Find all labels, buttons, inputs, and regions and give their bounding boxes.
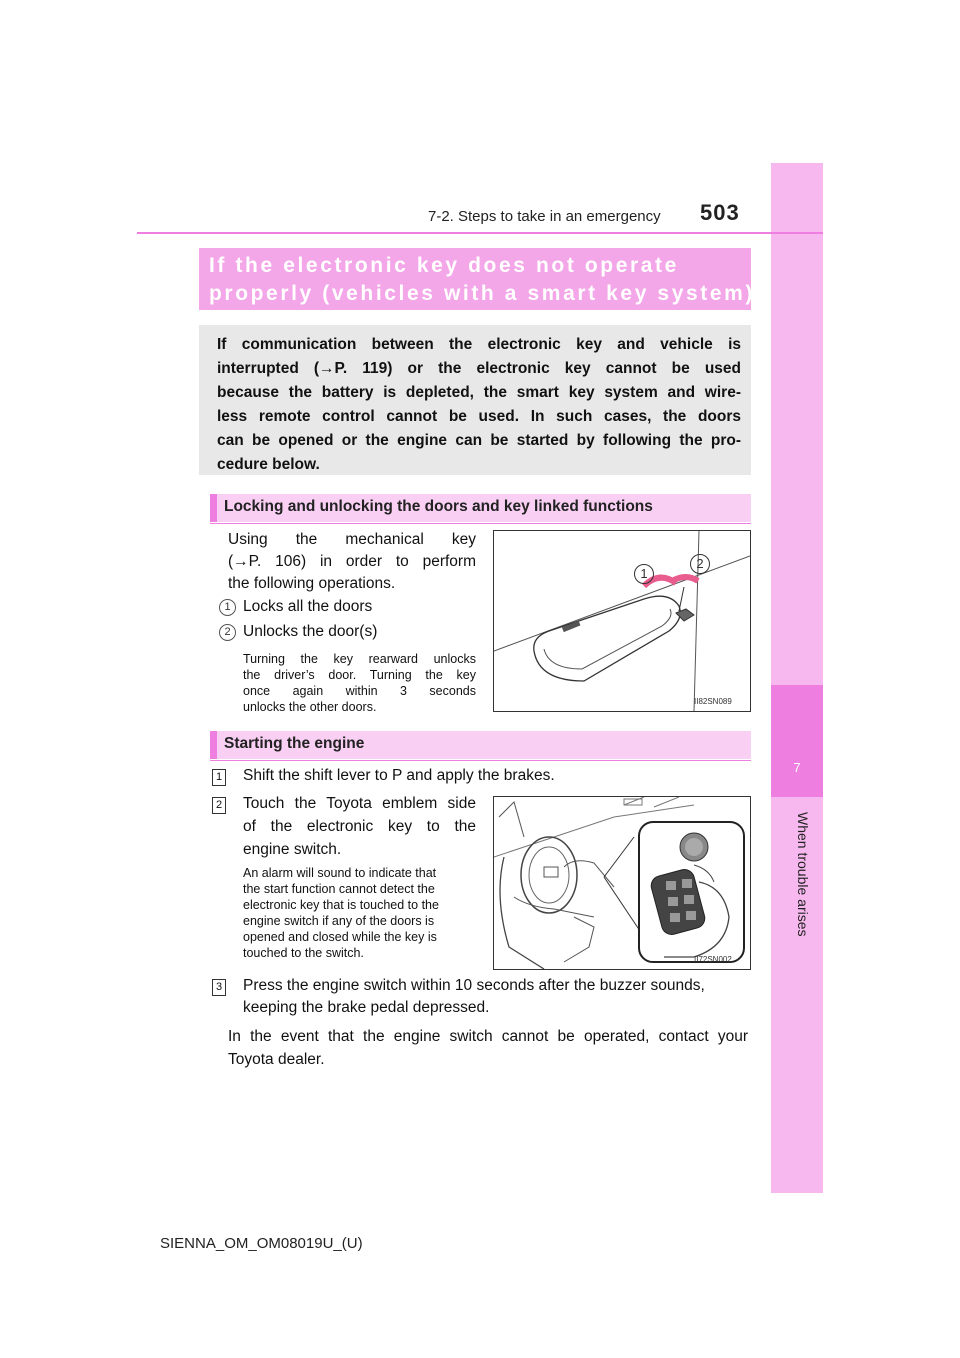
closing-line-2: Toyota dealer. bbox=[228, 1051, 325, 1068]
engine-switch-figure bbox=[493, 796, 751, 970]
section-heading-locking-text: Locking and unlocking the doors and key linked functions bbox=[224, 498, 653, 515]
section-heading-starting-text: Starting the engine bbox=[224, 735, 365, 752]
section1-note-line-1: Turning the key rearward unlocks bbox=[243, 652, 476, 666]
section1-note-line-4: unlocks the other doors. bbox=[243, 700, 377, 714]
chapter-number: 7 bbox=[793, 760, 801, 775]
closing-line-1: In the event that the engine switch cannot be operated, contact your bbox=[228, 1028, 748, 1045]
item-1-number: 1 bbox=[219, 599, 236, 616]
chapter-side-tab bbox=[771, 163, 823, 1193]
item-2-label: Unlocks the door(s) bbox=[243, 623, 378, 640]
figure-code-1: II82SN089 bbox=[694, 697, 732, 706]
footer-document-code: SIENNA_OM_OM08019U_(U) bbox=[160, 1235, 363, 1252]
intro-line-1: If communication between the electronic key and vehicle is bbox=[217, 336, 741, 353]
step-3-line-1: Press the engine switch within 10 seconds after the buzzer sounds, bbox=[243, 977, 705, 994]
chapter-title: When trouble arises bbox=[795, 812, 811, 937]
section-heading-locking bbox=[210, 494, 751, 522]
step-2-note-line-1: An alarm will sound to indicate that bbox=[243, 866, 437, 880]
step-3-number: 3 bbox=[212, 979, 226, 996]
step-1-text: Shift the shift lever to P and apply the brakes. bbox=[243, 767, 555, 784]
engine-switch-illustration bbox=[494, 797, 750, 969]
step-2-note-line-6: touched to the switch. bbox=[243, 946, 364, 960]
chapter-number-box bbox=[771, 685, 823, 797]
section1-text-line-2: (→P. 106) in order to perform bbox=[228, 553, 476, 570]
step-2-line-3: engine switch. bbox=[243, 841, 342, 858]
step-2-note-line-4: engine switch if any of the doors is bbox=[243, 914, 435, 928]
section1-note-line-2: the driver’s door. Turning the key bbox=[243, 668, 476, 682]
section1-text-line-1: Using the mechanical key bbox=[228, 531, 476, 548]
step-3-line-2: keeping the brake pedal depressed. bbox=[243, 999, 490, 1016]
page-title-banner bbox=[199, 248, 755, 310]
figure-code-2: II72SN002 bbox=[694, 955, 732, 964]
door-handle-figure bbox=[493, 530, 751, 712]
page-title-line-2: properly (vehicles with a smart key system) bbox=[209, 282, 755, 305]
step-2-number: 2 bbox=[212, 797, 226, 814]
intro-box bbox=[199, 325, 751, 475]
section1-text-line-3: the following operations. bbox=[228, 575, 396, 592]
intro-line-4: less remote control cannot be used. In such cases, the doors bbox=[217, 408, 741, 425]
item-2-number: 2 bbox=[219, 624, 236, 641]
intro-line-2: interrupted (→P. 119) or the electronic key cannot be used bbox=[217, 360, 741, 377]
header-divider bbox=[137, 232, 823, 234]
intro-line-6: cedure below. bbox=[217, 456, 320, 473]
step-1-number: 1 bbox=[212, 769, 226, 786]
step-2-note-line-3: electronic key that is touched to the bbox=[243, 898, 439, 912]
figure-callout-1: 1 bbox=[634, 564, 654, 584]
section-heading-starting bbox=[210, 731, 751, 759]
step-2-note-line-5: opened and closed while the key is bbox=[243, 930, 437, 944]
figure-callout-2: 2 bbox=[690, 554, 710, 574]
door-handle-illustration bbox=[494, 531, 750, 711]
section1-note-line-3: once again within 3 seconds bbox=[243, 684, 476, 698]
intro-line-5: can be opened or the engine can be started by following the pro- bbox=[217, 432, 741, 449]
step-2-line-1: Touch the Toyota emblem side bbox=[243, 795, 476, 812]
step-2-note-line-2: the start function cannot detect the bbox=[243, 882, 435, 896]
intro-line-3: because the battery is depleted, the smart key system and wire- bbox=[217, 384, 741, 401]
step-2-line-2: of the electronic key to the bbox=[243, 818, 476, 835]
page-title-line-1: If the electronic key does not operate bbox=[209, 254, 679, 277]
page-number: 503 bbox=[700, 200, 740, 225]
item-1-label: Locks all the doors bbox=[243, 598, 373, 615]
header-section-title: 7-2. Steps to take in an emergency bbox=[428, 208, 661, 225]
